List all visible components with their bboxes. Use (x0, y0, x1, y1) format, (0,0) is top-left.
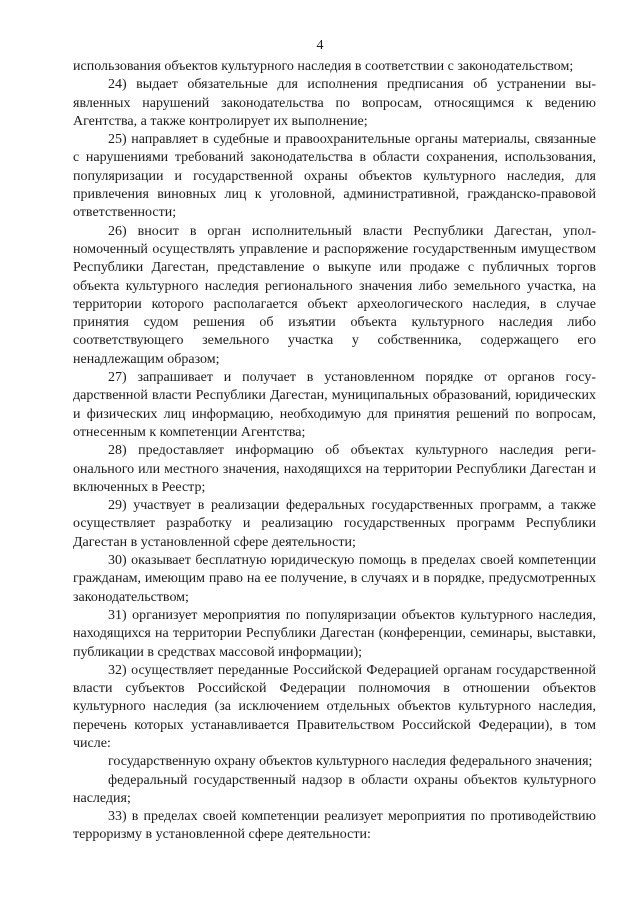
paragraph-item-33: 33) в пределах своей компетенции реализует мероприятия по противодействию терроризму в установленной сфере деятельности: (73, 809, 596, 843)
paragraph-item-24: 24) выдает обязательные для исполнения предписания об устранении выявленных нарушений законодательства по вопросам, относящимся к ведению Агентства, а также контролирует их выполнение; (73, 77, 596, 129)
paragraph-continuation: использования объектов культурного наследия в соответствии с законодательством; (73, 59, 574, 74)
paragraph-item-28: 28) предоставляет информацию об объектах культурного наследия регионального или местного значения, находящихся на территории Республики Дагестан и включенных в Реестр; (73, 443, 596, 495)
page-number: 4 (316, 38, 324, 53)
paragraph-item-31: 31) организует мероприятия по популяризации объектов культурного наследия, находящихся на территории Республики Дагестан (конференции, семинары, выставки, публикации в средствах массовой информации); (73, 607, 596, 660)
paragraph-item-27: 27) запрашивает и получает в установленном порядке от органов государственной власти Республики Дагестан, муниципальных образований, юридических и физических лиц информацию, необходимую для принятия решений по вопросам, отнесенным к компетенции Агентства; (73, 370, 596, 440)
paragraph-item-29: 29) участвует в реализации федеральных государственных программ, а также осуществляет разработку и реализацию государственных программ Республики Дагестан в установленной сфере деятельности; (73, 498, 596, 550)
paragraph-item-25: 25) направляет в судебные и правоохранительные органы материалы, связанные с нарушениями требований законодательства в области сохранения, использования, популяризации и государственной охраны объектов культурного наследия, для привлечения виновных лиц к уголовной, административной, гражданско-правовой ответственности; (73, 132, 596, 221)
paragraph-item-26: 26) вносит в орган исполнительный власти Республики Дагестан, уполномоченный осуществлять управление и распоряжение государственным имуществом Республики Дагестан, представление о выкупе или продаже с публичных торгов объекта культурного наследия регионального значения либо земельного участка, на территории которого располагается объект археологического наследия, в случае принятия судом решения об изъятии объекта культурного наследия либо соответствующего земельного участка у собственника, содержащего его ненадлежащим образом; (73, 223, 596, 367)
paragraph-subitem-federal-protection: государственную охрану объектов культурного наследия федерального значения; (108, 754, 593, 770)
paragraph-item-32: 32) осуществляет переданные Российской Федерацией органам государственной власти субъектов Российской Федерации полномочия в отношении объектов культурного наследия (за исключением отдельных объектов культурного наследия, перечень которых устанавливается Правительством Российской Федерации), в том числе: (73, 662, 596, 751)
paragraph-subitem-federal-supervision: федеральный государственный надзор в области охраны объектов культурного наследия; (73, 772, 596, 806)
paragraph-item-30: 30) оказывает бесплатную юридическую помощь в пределах своей компетенции гражданам, имеющим право на ее получение, в случаях и в порядке, предусмотренных законодательством; (73, 553, 596, 605)
document-body (73, 58, 596, 845)
